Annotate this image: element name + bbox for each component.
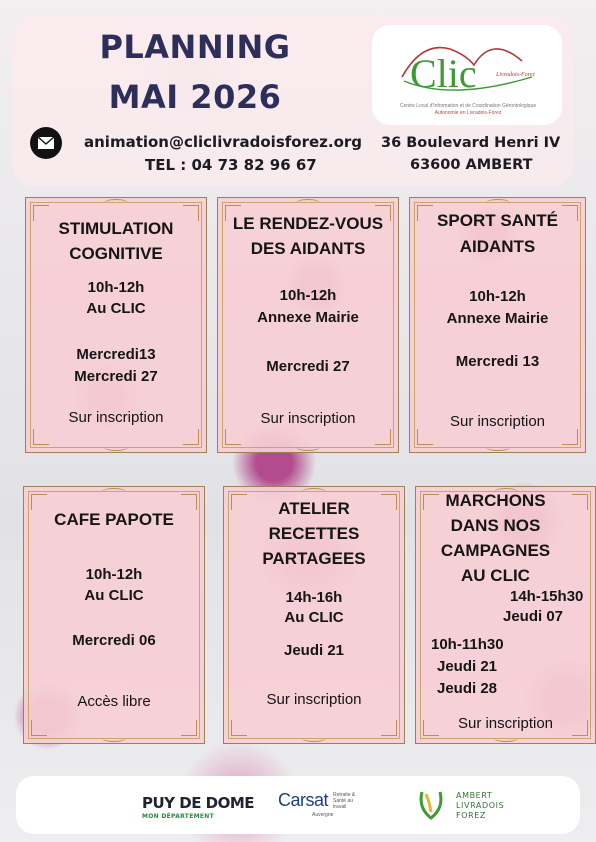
- activity-place: Au CLIC: [86, 300, 146, 317]
- partner2-region: Auvergne: [312, 812, 334, 818]
- activity-date: Mercredi 06: [72, 632, 156, 649]
- logo-wordmark: Clic: [410, 51, 477, 96]
- partner1-name: PUY DE DOME: [142, 794, 255, 812]
- contact-address-line2: 63600 AMBERT: [410, 157, 533, 173]
- partner3-name: AMBERT LIVRADOIS FOREZ: [456, 791, 505, 820]
- partner-puy-de-dome-logo: [142, 794, 255, 824]
- activity-title: COGNITIVE: [69, 244, 163, 263]
- activity-note: Sur inscription: [68, 409, 164, 426]
- activity-note: Sur inscription: [260, 410, 356, 427]
- activity-title: PARTAGEES: [262, 549, 366, 568]
- activity-title: CAMPAGNES: [440, 541, 551, 560]
- activity-title: LE RENDEZ-VOUS: [232, 214, 384, 233]
- page-title-line1: PLANNING: [99, 28, 291, 66]
- activity-time: 14h-16h: [285, 589, 343, 606]
- activity-time: 10h-12h: [469, 288, 526, 305]
- activity-date: Jeudi 21: [437, 658, 498, 675]
- activity-title: MARCHONS: [445, 491, 546, 510]
- partner-carsat-logo: [278, 790, 358, 822]
- contact-address-line1: 36 Boulevard Henri IV: [381, 135, 561, 151]
- activity-card-sport: [409, 197, 586, 453]
- activity-title: ATELIER: [278, 499, 350, 518]
- activity-title: AU CLIC: [461, 566, 530, 585]
- logo-caption-sub: Autonomie en Livradois-Forez: [434, 110, 502, 116]
- logo-caption: Centre Local d'Information et de Coordination Gérontologique: [399, 103, 537, 109]
- partners-footer: [16, 776, 580, 834]
- activity-date: Jeudi 21: [283, 642, 345, 659]
- activity-date: Jeudi 07: [503, 608, 564, 625]
- activity-note: Sur inscription: [457, 715, 554, 732]
- logo-subtitle: Livradois-Forez: [496, 72, 535, 78]
- activity-place: Au CLIC: [84, 587, 144, 604]
- activity-card-atelier: [223, 486, 405, 744]
- activity-time: 10h-11h30: [431, 636, 504, 653]
- activity-title: DANS NOS: [450, 516, 541, 535]
- activity-place: Annexe Mairie: [257, 309, 359, 326]
- activity-time: 10h-12h: [279, 287, 337, 304]
- contact-email[interactable]: animation@cliclivradoisforez.org: [84, 133, 363, 151]
- partner1-subtitle: MON DÉPARTEMENT: [142, 813, 214, 820]
- activity-title: DES AIDANTS: [250, 239, 366, 258]
- activity-date: Mercredi13: [76, 346, 156, 363]
- activity-place: Au CLIC: [284, 609, 344, 626]
- activity-card-cafe: [23, 486, 205, 744]
- activity-date: Mercredi 13: [455, 353, 540, 370]
- activity-title: RECETTES: [268, 524, 360, 543]
- activity-time: 10h-12h: [87, 279, 145, 296]
- ambert-livradois-forez-icon: [416, 788, 446, 822]
- contact-phone: TEL : 04 73 82 96 67: [145, 156, 317, 174]
- activity-date: Mercredi 27: [74, 368, 158, 385]
- partner2-name: Carsat: [278, 790, 329, 810]
- activity-note: Sur inscription: [266, 691, 362, 708]
- activity-note: Sur inscription: [449, 413, 546, 430]
- activity-date: Jeudi 28: [437, 680, 498, 697]
- activity-title: CAFE PAPOTE: [54, 510, 174, 529]
- activity-time: 10h-12h: [85, 566, 143, 583]
- activity-card-stimulation: [25, 197, 207, 453]
- activity-title: STIMULATION: [58, 219, 174, 238]
- clic-logo-mark: [392, 31, 542, 103]
- activity-time: 14h-15h30: [510, 588, 584, 605]
- activity-place: Annexe Mairie: [446, 310, 549, 327]
- activity-date: Mercredi 27: [266, 358, 350, 375]
- activity-card-aidants: [217, 197, 399, 453]
- activity-title: AIDANTS: [459, 237, 536, 256]
- activity-card-marchons: [415, 486, 596, 744]
- activity-note: Accès libre: [77, 693, 151, 710]
- partner2-tagline: Retraite & Santé au travail: [333, 792, 356, 810]
- envelope-icon: [30, 127, 62, 159]
- clic-logo: [372, 25, 562, 125]
- activity-title: SPORT SANTÉ: [437, 211, 558, 230]
- page-title-line2: MAI 2026: [108, 78, 282, 116]
